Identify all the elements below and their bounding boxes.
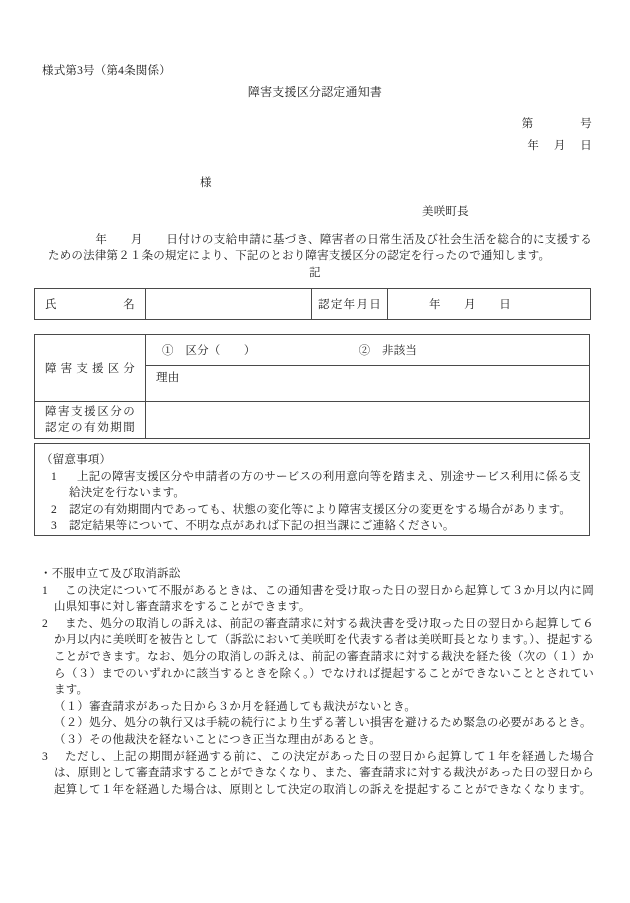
appeal-item	[42, 749, 594, 799]
name-certdate-table	[34, 288, 591, 320]
form-number: 様式第3号（第4条関係）	[42, 65, 171, 77]
appeal-item-number: 1	[42, 584, 48, 597]
appeal-section	[42, 566, 594, 798]
category-table	[34, 334, 590, 439]
record-mark: 記	[309, 267, 321, 279]
option-kubun: ① 区分（ ）	[162, 345, 256, 357]
table-row	[35, 335, 590, 366]
category-label: 障害支援区分	[35, 335, 146, 402]
appeal-item-number: 3	[42, 750, 48, 763]
appeal-item-number: 2	[42, 617, 48, 630]
cert-date-label: 認定年月日	[312, 289, 388, 320]
notification-body: 年 月 日付けの支給申請に基づき、障害者の日常生活及び社会生活を総合的に支援するための法律第２１条の規定により、下記のとおり障害支援区分の認定を行ったので通知します。	[48, 234, 592, 262]
appeal-subitem: （１）審査請求があった日から３か月を経過しても裁決がないとき。	[54, 700, 417, 713]
appeal-item	[42, 616, 594, 749]
addressee-line: 様	[200, 177, 212, 189]
note-number: 1	[51, 470, 57, 483]
cert-date-value: 年 月 日	[388, 289, 591, 320]
note-text: 認定の有効期間内であっても、状態の変化等により障害支援区分の変更をする場合があります。	[69, 503, 572, 516]
notes-box	[34, 443, 590, 536]
doc-date-field: 年 月 日	[527, 140, 592, 152]
validity-value-cell	[146, 402, 590, 439]
name-label: 氏名	[35, 289, 146, 320]
doc-number-date-block	[0, 113, 592, 157]
reason-cell	[146, 366, 590, 402]
validity-label: 障害支援区分の認定の有効期間	[35, 402, 146, 439]
notes-heading: （留意事項）	[41, 454, 112, 466]
doc-number-field: 第 号	[521, 118, 592, 130]
option-higaito: ② 非該当	[358, 345, 418, 357]
appeal-item-text	[54, 749, 594, 799]
reason-label: 理由	[156, 372, 180, 384]
paragraph: ただし、上記の期間が経過する前に、この決定があった日の翌日から起算して１年を経過した場合は、原則として審査請求することができなくなり、また、審査請求に対する裁決があった日の翌日から起算して１年を経過した場合は、原則として決定の取消しの訴えを提起することができなくなります。	[54, 750, 594, 796]
appeal-item-text	[54, 583, 594, 616]
name-value-cell	[146, 289, 312, 320]
note-item	[51, 469, 581, 502]
appeal-item-text	[54, 616, 594, 749]
issuer-name: 美咲町長	[422, 206, 469, 218]
appeal-heading: ・不服申立て及び取消訴訟	[40, 568, 181, 580]
table-row	[35, 402, 590, 439]
note-item	[51, 502, 581, 519]
paragraph: また、処分の取消しの訴えは、前記の審査請求に対する裁決書を受け取った日の翌日から起算して６か月以内に美咲町を被告として（訴訟において美咲町を代表する者は美咲町長となります。）、提起することができます。なお、処分の取消しの訴えは、前記の審査請求に対する裁決を経た後（次の（１）から（３）までのいずれかに該当するときを除く。）でなければ提起することができないこととされています。	[54, 617, 594, 697]
table-row	[35, 289, 591, 320]
category-options-cell	[146, 335, 590, 366]
note-text: 認定結果等について、不明な点があれば下記の担当課にご連絡ください。	[69, 520, 455, 532]
appeal-subitem: （３）その他裁決を経ないことにつき正当な理由があるとき。	[54, 733, 381, 746]
note-number: 3	[51, 520, 57, 532]
note-number: 2	[51, 503, 57, 516]
paragraph: この決定について不服があるときは、この通知書を受け取った日の翌日から起算して３か月以内に岡山県知事に対し審査請求をすることができます。	[54, 584, 594, 614]
note-item	[51, 518, 581, 535]
note-text: 上記の障害支援区分や申請者の方のサービスの利用意向等を踏まえ、別途サービス利用に係る支給決定を行ないます。	[69, 470, 581, 499]
appeal-subitem: （２）処分、処分の執行又は手続の続行により生ずる著しい損害を避けるため緊急の必要があるとき。	[54, 717, 592, 730]
page-title: 障害支援区分認定通知書	[247, 85, 383, 99]
appeal-item	[42, 583, 594, 616]
